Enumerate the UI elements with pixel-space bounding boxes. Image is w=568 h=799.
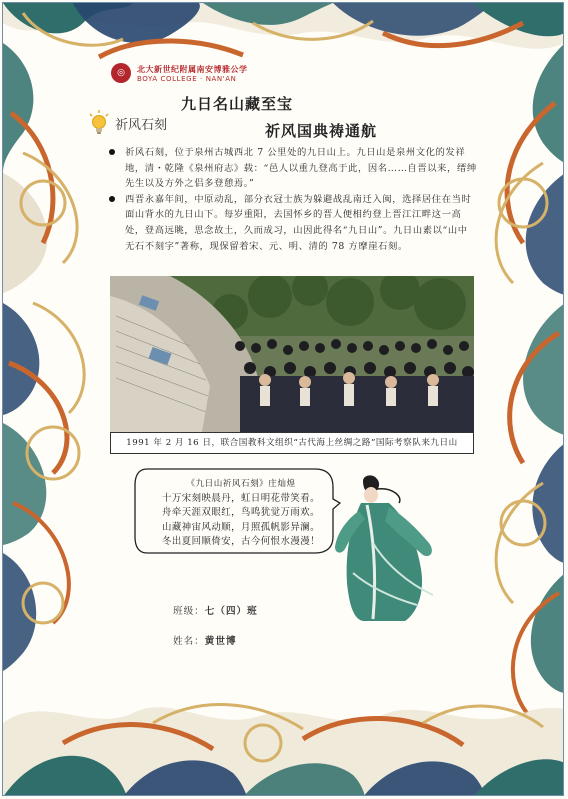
- photo-caption: 1991 年 2 月 16 日，联合国教科文组织“古代海上丝绸之路”国际考察队来九日山: [110, 432, 474, 454]
- section-label: 祈风石刻: [115, 116, 168, 132]
- class-value: 七（四）班: [204, 606, 258, 617]
- scholar-figure-illustration: [333, 473, 443, 623]
- school-name-en: BOYA COLLEGE · NAN'AN: [137, 74, 237, 83]
- class-info: [173, 603, 258, 617]
- name-label: 姓名：: [173, 636, 205, 647]
- title-line-1: 九日名山藏至宝: [181, 95, 294, 113]
- poem-line: 山藏神宙风动顺，月照孤帆影异澜。: [161, 521, 320, 533]
- list-item: 西晋永嘉年间，中原动乱，部分衣冠士族为躲避战乱南迁入闽，选择居住在当时面山背水的九日山下。每岁重阳，去国怀乡的晋人便相约登上晋江江畔这一高处，登高远眺，思念故土，久而成习，山因此得名“九日山”。九日山素以“山中无石不刻字”著称，现保留着宋、元、明、清的 78 方摩崖石刻。: [109, 192, 477, 254]
- poem-line: 舟牵天涯双眼红，鸟鸣犹觉万雨欢。: [161, 507, 320, 519]
- school-logo: [111, 63, 248, 83]
- poem-title: 《九日山祈风石刻》庄灿煌: [186, 479, 296, 489]
- poem-line: 十万宋刻映晨丹，虹日明花带笑看。: [161, 492, 320, 504]
- intro-list: [109, 145, 477, 254]
- title-line-2: 祈风国典祷通航: [265, 122, 378, 140]
- poem-block: [151, 477, 331, 550]
- poster-page: [2, 2, 564, 796]
- list-item: 祈风石刻，位于泉州古城西北 7 公里处的九日山上。九日山是泉州文化的发祥地，清・乾隆《泉州府志》载：“邑人以重九登高于此，因名……自晋以来，缙绅先生以及方外之侣多登憩焉。”: [109, 145, 477, 192]
- name-value: 黄世博: [204, 636, 237, 647]
- crowd-photo: [110, 276, 474, 432]
- school-name-cn: 北大新世纪附属南安博雅公学: [137, 64, 248, 74]
- name-info: [173, 633, 237, 647]
- school-emblem-icon: ◎: [111, 63, 131, 83]
- section-heading: [89, 110, 167, 136]
- lightbulb-icon: [89, 110, 109, 136]
- poem-line: 冬出夏回顺倚安，古今何恨水漫漫！: [161, 536, 320, 548]
- class-label: 班级：: [173, 606, 205, 617]
